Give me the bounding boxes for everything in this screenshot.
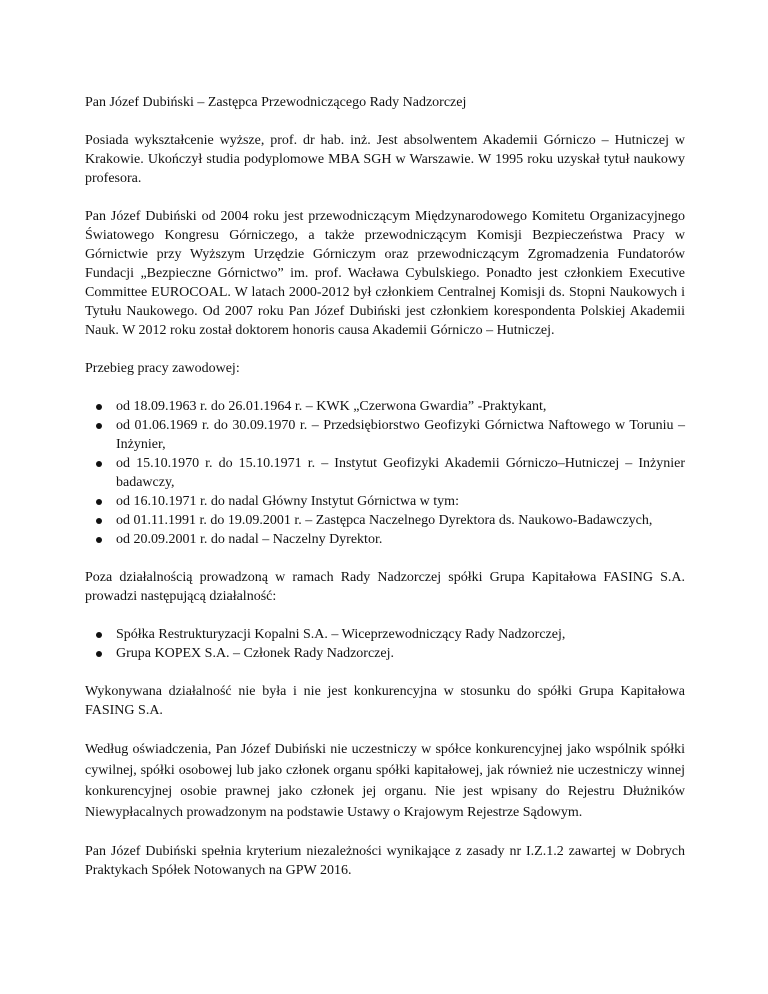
bullet-icon: [96, 632, 102, 638]
list-item: [85, 625, 685, 644]
list-item: [85, 511, 685, 530]
other-activity-list: [85, 625, 685, 663]
declaration-paragraph: Według oświadczenia, Pan Józef Dubiński nie uczestniczy w spółce konkurencyjnej jako wspólnik spółki cywilnej, spółki osobowej lub jako członek organu spółki kapitałowej, jak również nie uczestniczy winnej konkurencyjnej osobie prawnej jako członek jej organu. Nie jest wpisany do Rejestru Dłużników Niewypłacalnych prowadzonym na podstawie Ustawy o Krajowym Rejestrze Sądowym.: [85, 742, 685, 820]
other-activity-text: Grupa KOPEX S.A. – Członek Rady Nadzorczej.: [116, 646, 394, 661]
list-item: [85, 397, 685, 416]
education-paragraph: Posiada wykształcenie wyższe, prof. dr hab. inż. Jest absolwentem Akademii Górniczo – Hutniczej w Krakowie. Ukończył studia podyplomowe MBA SGH w Warszawie. W 1995 roku uzyskał tytuł naukowy profesora.: [85, 133, 685, 186]
career-list: [85, 397, 685, 549]
career-item-text: od 18.09.1963 r. do 26.01.1964 r. – KWK „Czerwona Gwardia” -Praktykant,: [116, 399, 547, 414]
document-title: Pan Józef Dubiński – Zastępca Przewodniczącego Rady Nadzorczej: [85, 95, 467, 110]
bullet-icon: [96, 499, 102, 505]
independence-paragraph: Pan Józef Dubiński spełnia kryterium niezależności wynikające z zasady nr I.Z.1.2 zawartej w Dobrych Praktykach Spółek Notowanych na GPW 2016.: [85, 844, 685, 878]
non-competition-paragraph: Wykonywana działalność nie była i nie jest konkurencyjna w stosunku do spółki Grupa Kapitałowa FASING S.A.: [85, 684, 685, 718]
bullet-icon: [96, 518, 102, 524]
career-item-text: od 20.09.2001 r. do nadal – Naczelny Dyrektor.: [116, 532, 383, 547]
list-item: [85, 416, 685, 454]
career-item-text: od 01.06.1969 r. do 30.09.1970 r. – Przedsiębiorstwo Geofizyki Górnictwa Naftowego w Toruniu – Inżynier,: [116, 418, 685, 452]
career-item-text: od 16.10.1971 r. do nadal Główny Instytut Górnictwa w tym:: [116, 494, 459, 509]
bullet-icon: [96, 651, 102, 657]
bullet-icon: [96, 423, 102, 429]
bullet-icon: [96, 461, 102, 467]
list-item: [85, 644, 685, 663]
career-item-text: od 15.10.1970 r. do 15.10.1971 r. – Instytut Geofizyki Akademii Górniczo–Hutniczej – Inżynier badawczy,: [116, 456, 685, 490]
list-item: [85, 530, 685, 549]
career-heading: Przebieg pracy zawodowej:: [85, 361, 240, 376]
other-activity-text: Spółka Restrukturyzacji Kopalni S.A. – Wiceprzewodniczący Rady Nadzorczej,: [116, 627, 566, 642]
list-item: [85, 492, 685, 511]
roles-paragraph: Pan Józef Dubiński od 2004 roku jest przewodniczącym Międzynarodowego Komitetu Organizacyjnego Światowego Kongresu Górniczego, a także przewodniczącym Komisji Bezpieczeństwa Pracy w Górnictwie przy Wyższym Urzędzie Górniczym oraz przewodniczącym Zgromadzenia Fundatorów Fundacji „Bezpieczne Górnictwo” im. prof. Wacława Cybulskiego. Ponadto jest członkiem Executive Committee EUROCOAL. W latach 2000-2012 był członkiem Centralnej Komisji ds. Stopni Naukowych i Tytułu Naukowego. Od 2007 roku Pan Józef Dubiński jest członkiem korespondenta Polskiej Akademii Nauk. W 2012 roku został doktorem honoris causa Akademii Górniczo – Hutniczej.: [85, 209, 685, 338]
bullet-icon: [96, 404, 102, 410]
career-item-text: od 01.11.1991 r. do 19.09.2001 r. – Zastępca Naczelnego Dyrektora ds. Naukowo-Badawczych,: [116, 513, 653, 528]
bullet-icon: [96, 537, 102, 543]
list-item: [85, 454, 685, 492]
other-activity-intro: Poza działalnością prowadzoną w ramach Rady Nadzorczej spółki Grupa Kapitałowa FASING S.A. prowadzi następującą działalność:: [85, 570, 685, 604]
document-page: [85, 93, 685, 899]
